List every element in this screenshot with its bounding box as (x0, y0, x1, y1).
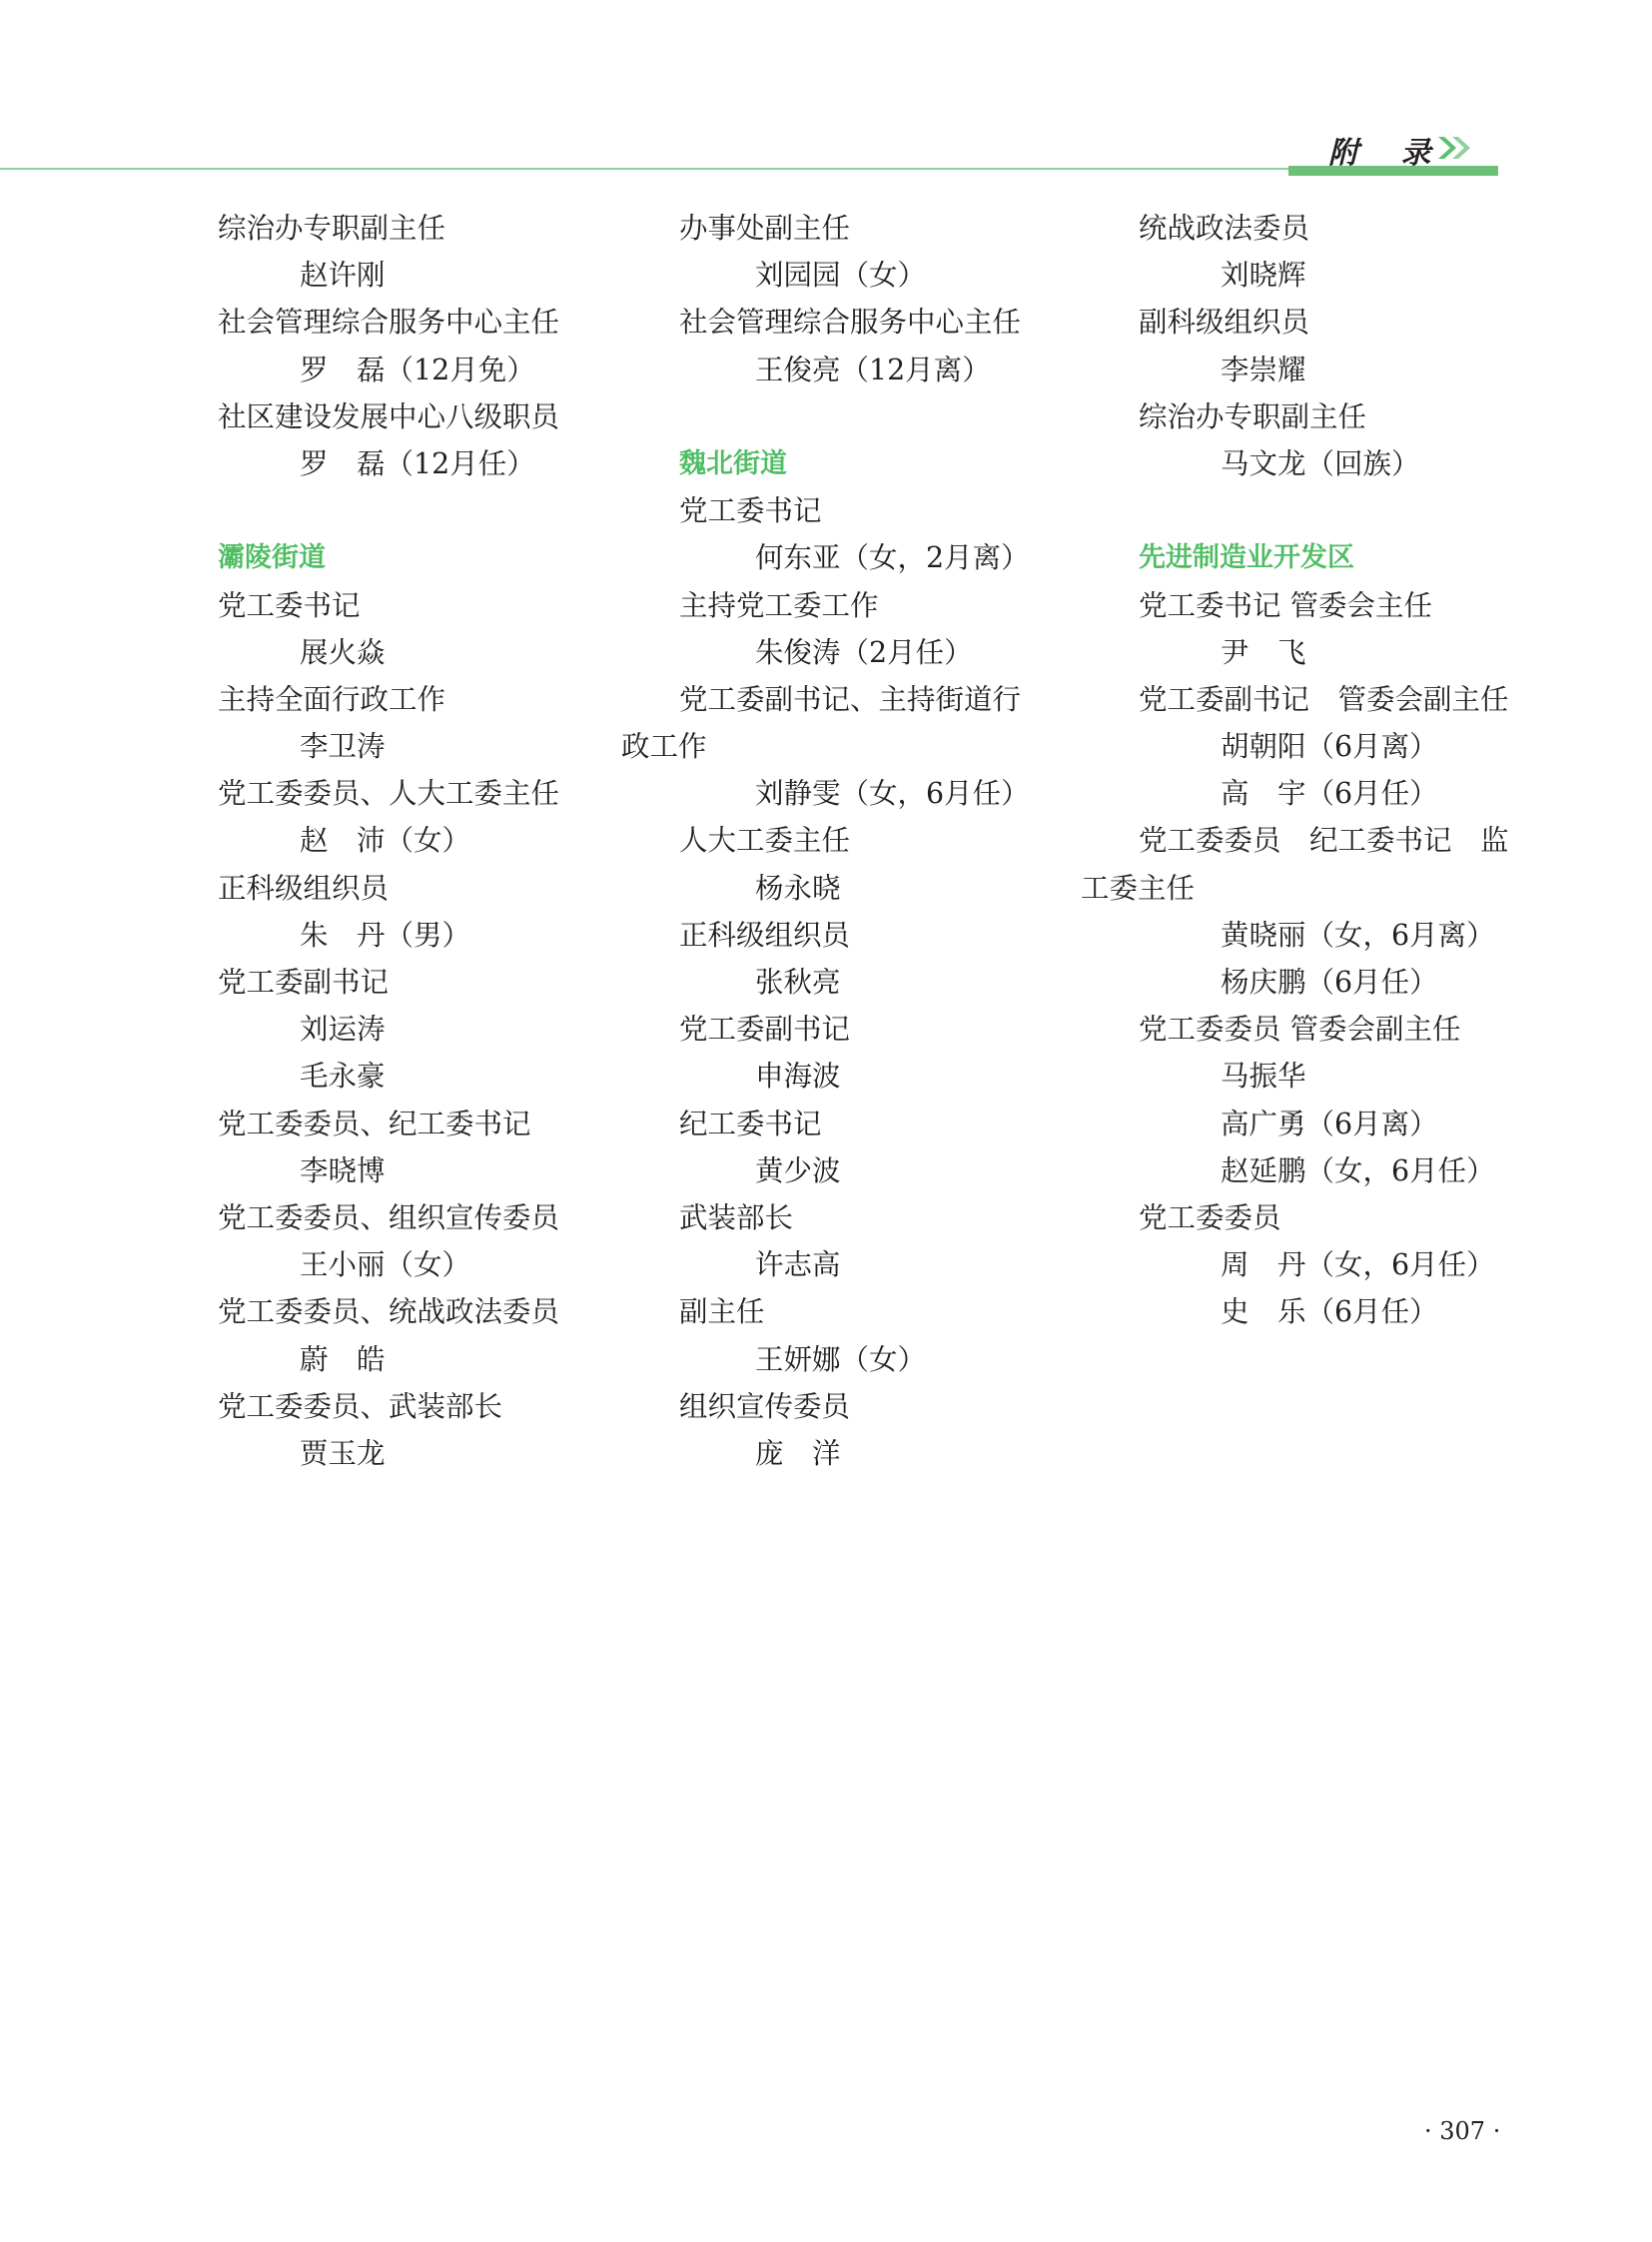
person-name: 贾玉龙 (300, 1436, 386, 1470)
person-name: 李卫涛 (300, 730, 386, 764)
person-name: 高广勇（6月离） (1221, 1107, 1438, 1140)
double-chevron-right-icon (1436, 134, 1476, 162)
position-title: 党工委委员 纪工委书记 监 (1139, 824, 1509, 858)
person-name: 王小丽（女） (300, 1248, 471, 1282)
person-name: 尹 飞 (1221, 635, 1306, 669)
position-title: 副科级组织员 (1139, 306, 1310, 340)
person-name: 罗 磊（12月任） (300, 446, 535, 480)
person-name: 胡朝阳（6月离） (1221, 730, 1438, 764)
person-name: 马振华 (1221, 1060, 1306, 1094)
position-title: 正科级组织员 (218, 871, 390, 905)
position-title: 党工委书记 管委会主任 (1139, 588, 1433, 622)
position-title: 党工委委员、统战政法委员 (218, 1295, 560, 1329)
person-name: 李崇耀 (1221, 353, 1306, 386)
column-1 (218, 205, 657, 1477)
position-title: 正科级组织员 (679, 918, 851, 952)
position-title: 党工委委员、组织宣传委员 (218, 1200, 560, 1234)
person-name: 申海波 (755, 1060, 841, 1094)
position-title: 社区建设发展中心八级职员 (218, 399, 560, 433)
person-name: 史 乐（6月任） (1221, 1295, 1438, 1329)
position-title: 党工委副书记 管委会副主任 (1139, 682, 1509, 716)
person-name: 朱 丹（男） (300, 918, 471, 952)
person-name: 马文龙（回族） (1221, 446, 1420, 480)
position-title: 主持全面行政工作 (218, 682, 446, 716)
header-rule (0, 168, 1498, 170)
person-name: 毛永豪 (300, 1060, 386, 1094)
person-name: 黄少波 (755, 1153, 841, 1187)
position-title: 综治办专职副主任 (218, 212, 446, 245)
person-name: 赵许刚 (300, 259, 386, 293)
spacer (679, 393, 1119, 440)
person-name: 高 宇（6月任） (1221, 777, 1438, 811)
person-name: 王妍娜（女） (755, 1342, 927, 1376)
position-title: 政工作 (621, 730, 707, 764)
section-heading: 先进制造业开发区 (1139, 542, 1354, 574)
person-name: 何东亚（女，2月离） (755, 541, 1030, 575)
position-title: 综治办专职副主任 (1139, 399, 1367, 433)
position-title: 副主任 (679, 1295, 765, 1329)
position-title: 党工委委员 (1139, 1200, 1281, 1234)
position-title: 党工委书记 (679, 494, 822, 528)
person-name: 张秋亮 (755, 966, 841, 999)
position-title: 统战政法委员 (1139, 212, 1310, 245)
person-name: 杨永晓 (755, 871, 841, 905)
person-name: 黄晓丽（女，6月离） (1221, 918, 1495, 952)
person-name: 李晓博 (300, 1153, 386, 1187)
person-name: 赵 沛（女） (300, 824, 471, 858)
person-name: 王俊亮（12月离） (755, 353, 991, 386)
position-title: 党工委委员 管委会副主任 (1139, 1013, 1461, 1047)
position-title: 党工委委员、纪工委书记 (218, 1107, 531, 1140)
person-name: 朱俊涛（2月任） (755, 635, 973, 669)
section-heading: 灞陵街道 (218, 542, 326, 574)
person-name: 刘晓辉 (1221, 259, 1306, 293)
person-name: 许志高 (755, 1248, 841, 1282)
position-title: 党工委委员、武装部长 (218, 1389, 503, 1423)
position-title: 主持党工委工作 (679, 588, 879, 622)
person-name: 周 丹（女，6月任） (1221, 1248, 1495, 1282)
position-title: 武装部长 (679, 1200, 794, 1234)
person-name: 杨庆鹏（6月任） (1221, 966, 1438, 999)
position-title: 党工委书记 (218, 588, 361, 622)
position-title: 党工委副书记 (679, 1013, 851, 1047)
spacer (1139, 487, 1578, 534)
person-name: 庞 洋 (755, 1436, 841, 1470)
position-title: 办事处副主任 (679, 212, 851, 245)
person-name: 赵延鹏（女，6月任） (1221, 1153, 1495, 1187)
person-name: 蔚 皓 (300, 1342, 386, 1376)
person-name: 罗 磊（12月免） (300, 353, 535, 386)
person-name: 展火焱 (300, 635, 386, 669)
section-title: 附 录 (1328, 136, 1447, 171)
column-2 (621, 205, 1119, 1477)
position-title: 党工委副书记 (218, 966, 390, 999)
position-title: 纪工委书记 (679, 1107, 822, 1140)
position-title: 党工委委员、人大工委主任 (218, 777, 560, 811)
position-title: 社会管理综合服务中心主任 (218, 306, 560, 340)
person-name: 刘运涛 (300, 1013, 386, 1047)
position-title: 人大工委主任 (679, 824, 851, 858)
spacer (218, 487, 657, 534)
page-number: · 307 · (1424, 2117, 1501, 2145)
position-title: 党工委副书记、主持街道行 (679, 682, 1022, 716)
position-title: 工委主任 (1081, 871, 1196, 905)
column-3 (1081, 205, 1578, 1336)
position-title: 组织宣传委员 (679, 1389, 851, 1423)
person-name: 刘园园（女） (755, 259, 927, 293)
section-heading: 魏北街道 (679, 447, 787, 479)
position-title: 社会管理综合服务中心主任 (679, 306, 1022, 340)
person-name: 刘静雯（女，6月任） (755, 777, 1030, 811)
